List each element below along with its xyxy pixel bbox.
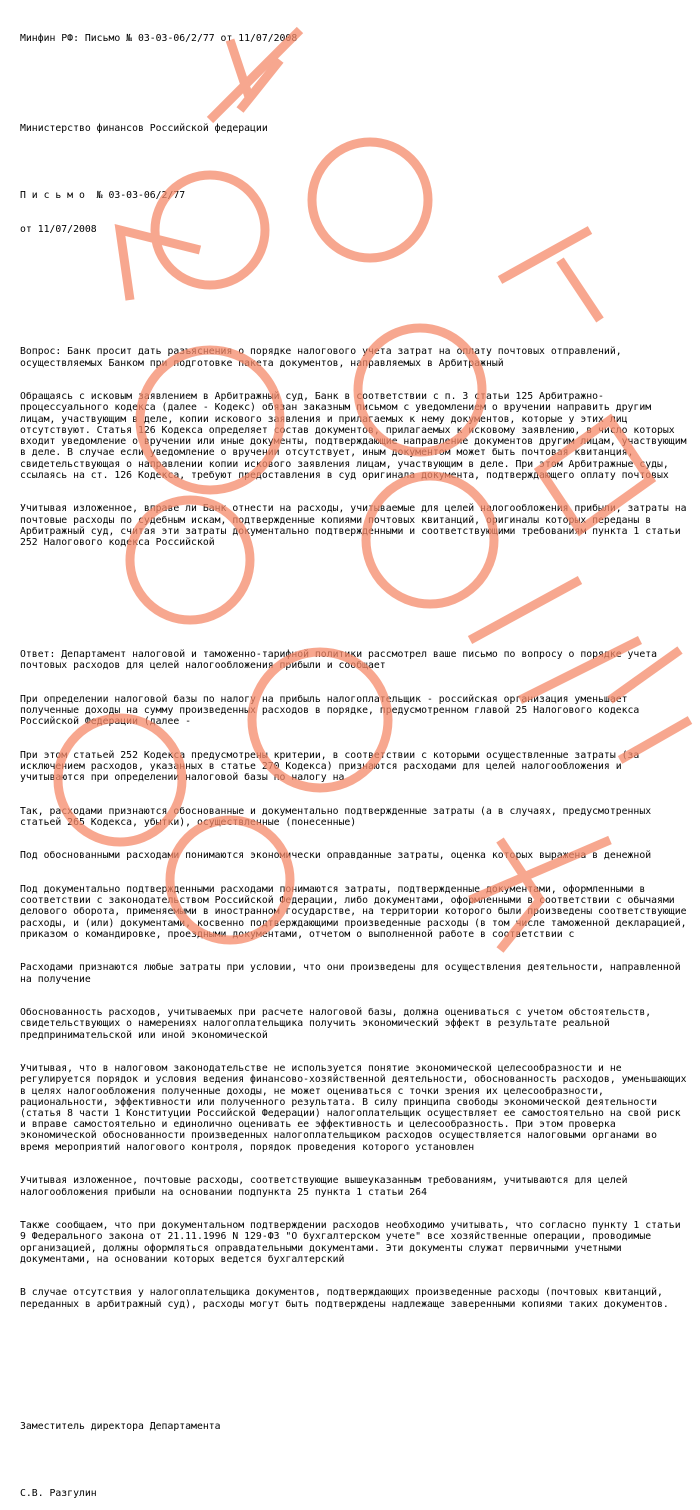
signatory-name: С.В. Разгулин xyxy=(20,1487,97,1499)
question-paragraph: Учитывая изложенное, вправе ли Банк отнести на расходы, учитываемые для целей налогообложения прибыли, затраты на почтовые расходы по судебным искам, подтвержденные копиями почтовых квитанций, оригиналы которых переданы в Арбитражный суд, считая эти затраты документально подтвержденными и соответствующими требованиям пункта 1 статьи 252 Налогового кодекса Российской xyxy=(20,503,693,548)
answer-paragraph: При определении налоговой базы по налогу на прибыль налогоплательщик - российская организация уменьшает полученные доходы на сумму произведенных расходов в порядке, предусмотренном главой 25 Налогового кодекса Российской Федерации (далее - xyxy=(20,693,646,727)
answer-paragraph: Учитывая изложенное, почтовые расходы, соответствующие вышеуказанным требованиям, учитываются для целей налогообложения прибыли на основании подпункта 25 пункта 1 статьи 264 xyxy=(20,1175,634,1198)
answer-section xyxy=(20,626,693,1332)
answer-paragraph: Ответ: Департамент налоговой и таможенно-тарифной политики рассмотрел ваше письмо по вопросу о порядке учета почтовых расходов для целей налогообложения прибыли и сообщает xyxy=(20,648,663,671)
answer-paragraph: Учитывая, что в налоговом законодательстве не используется понятие экономической целесообразности и не регулируется порядок и условия ведения финансово-хозяйственной деятельности, обоснованность расходов, уменьшающих в целях налогообложения полученные доходы, не может оцениваться с точки зрения их целесообразности, рациональности, эффективности или полученного результата. В силу принципа свободы экономической деятельности (статья 8 части 1 Конституции Российской Федерации) налогоплательщик осуществляет ее самостоятельно на свой риск и вправе самостоятельно и единолично оценивать ее эффективность и целесообразность. При этом проверка экономической обоснованности произведенных налогоплательщиком расходов осуществляется налоговыми органами во время мероприятий налогового контроля, порядок проведения которого установлен xyxy=(20,1063,693,1153)
answer-paragraph: В случае отсутствия у налогоплательщика документов, подтверждающих произведенные расходы (почтовых квитанций, переданных в арбитражный суд), расходы могут быть подтверждены надлежаще заверенными копиями таких документов. xyxy=(20,1287,669,1310)
answer-paragraph: При этом статьей 252 Кодекса предусмотрены критерии, в соответствии с которыми осуществленные затраты (за исключением расходов, указанных в статье 270 Кодекса) признаются расходами для целей налогообложения и учитываются при определении налоговой базы по налогу на xyxy=(20,749,646,783)
answer-paragraph: Обоснованность расходов, учитываемых при расчете налоговой базы, должна оцениваться с учетом обстоятельств, свидетельствующих о намерениях налогоплательщика получить экономический эффект в результате реальной предпринимательской или иной экономической xyxy=(20,1007,658,1041)
ministry-name: Министерство финансов Российской федерации xyxy=(20,123,268,135)
letter-number: П и с ь м о № 03-03-06/2/77 xyxy=(20,190,186,202)
document-body xyxy=(20,11,693,1510)
answer-paragraph: Так, расходами признаются обоснованные и документально подтвержденные затраты (а в случаях, предусмотренных статьей 265 Кодекса, убытки), осуществленные (понесенные) xyxy=(20,805,658,828)
signatory-position: Заместитель директора Департамента xyxy=(20,1420,221,1432)
answer-paragraph: Под обоснованными расходами понимаются экономически оправданные затраты, оценка которых выражена в денежной xyxy=(20,850,652,862)
answer-paragraph: Под документально подтвержденными расходами понимаются затраты, подтвержденные документами, оформленными в соответствии с законодательством Российской Федерации, либо документами, оформленными в соответствии с обычаями делового оборота, применяемыми в иностранном государстве, на территории которого были произведены соответствующие расходы, и (или) документами, косвенно подтверждающими произведенные расходы (в том числе таможенной декларацией, приказом о командировке, проездными документами, отчетом о выполненной работе в соответствии с xyxy=(20,884,693,940)
answer-paragraph: Также сообщаем, что при документальном подтверждении расходов необходимо учитывать, что согласно пункту 1 статьи 9 Федерального закона от 21.11.1996 N 129-ФЗ "О бухгалтерском учете" все хозяйственные операции, проводимые организацией, должны оформляться оправдательными документами. Эти документы служат первичными учетными документами, на основании которых ведется бухгалтерский xyxy=(20,1220,687,1265)
question-paragraph: Вопрос: Банк просит дать разъяснения о порядке налогового учета затрат на оплату почтовых отправлений, осуществляемых Банком при подготовке пакета документов, направляемых в Арбитражный xyxy=(20,346,628,369)
document-header: Минфин РФ: Письмо № 03-03-06/2/77 от 11/07/2008 xyxy=(20,33,298,45)
question-section xyxy=(20,324,693,570)
letter-date: от 11/07/2008 xyxy=(20,224,97,236)
answer-paragraph: Расходами признаются любые затраты при условии, что они произведены для осуществления деятельности, направленной на получение xyxy=(20,962,687,985)
question-paragraph: Обращаясь с исковым заявлением в Арбитражный суд, Банк в соответствии с п. 3 статьи 125 Арбитражно-процессуального кодекса (далее - Кодекс) обязан заказным письмом с уведомлением о вручении направить другим лицам, участвующим в деле, копии искового заявления и прилагаемых к нему документов, которые у этих лиц отсутствуют. Статья 126 Кодекса определяет состав документов, прилагаемых к исковому заявлению, в число которых входит уведомление о вручении или иные документы, подтверждающие направление документов другим лицам, участвующим в деле. В случае если уведомление о вручении отсутствует, иным документом может быть почтовая квитанция, свидетельствующая о направлении копии искового заявления лицам, участвующим в деле. При этом Арбитражные суды, ссылаясь на ст. 126 Кодекса, требуют предоставления в суд оригинала документа, подтверждающего оплату почтовых xyxy=(20,391,693,481)
